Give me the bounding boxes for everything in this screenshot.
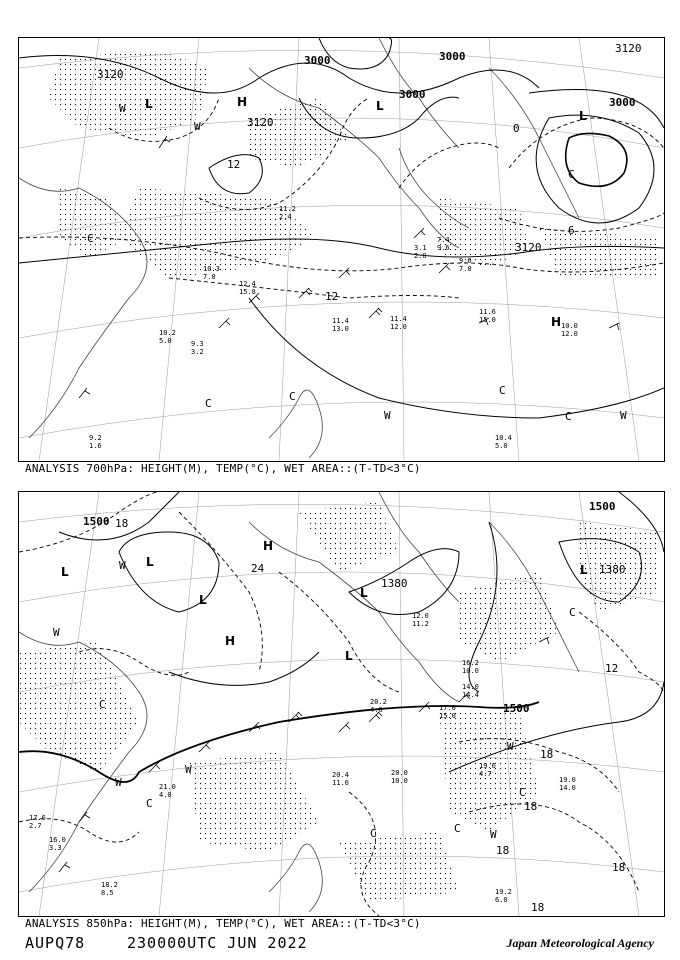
station-obs xyxy=(462,683,479,699)
warm-center-marker: W xyxy=(384,409,391,422)
svg-text:20.4: 20.4 xyxy=(332,771,349,779)
svg-text:11.4: 11.4 xyxy=(390,315,407,323)
low-center-marker: L xyxy=(579,109,587,123)
station-obs xyxy=(101,881,118,897)
low-center-marker: L xyxy=(145,97,153,111)
svg-text:2.0: 2.0 xyxy=(414,252,427,260)
warm-center-marker: W xyxy=(507,740,514,753)
station-obs xyxy=(414,244,427,260)
svg-text:5.0: 5.0 xyxy=(159,337,172,345)
svg-text:3.2: 3.2 xyxy=(191,348,204,356)
svg-text:10.2: 10.2 xyxy=(159,329,176,337)
station-obs xyxy=(391,769,408,785)
temp-label: 18 xyxy=(531,901,545,914)
svg-text:10.0: 10.0 xyxy=(391,777,408,785)
station-obs xyxy=(459,257,472,273)
warm-center-marker: W xyxy=(53,626,60,639)
station-obs xyxy=(462,659,479,675)
svg-text:21.0: 21.0 xyxy=(159,783,176,791)
height-label: 3000 xyxy=(609,96,636,109)
warm-center-marker: W xyxy=(490,828,497,841)
temp-label: 18 xyxy=(540,748,554,761)
product-id: AUPQ78 xyxy=(25,934,86,952)
height-label: 3120 xyxy=(247,116,274,129)
station-obs xyxy=(370,698,387,714)
low-center-marker: L xyxy=(580,563,588,577)
valid-time: 230000UTC JUN 2022 xyxy=(127,934,308,952)
svg-text:15.8: 15.8 xyxy=(239,288,256,296)
height-label: 1500 xyxy=(503,702,530,715)
cold-center-marker: C xyxy=(565,410,572,423)
warm-center-marker: W xyxy=(119,102,126,115)
svg-text:9.6: 9.6 xyxy=(459,257,472,265)
svg-text:16.0: 16.0 xyxy=(49,836,66,844)
station-obs xyxy=(203,265,220,281)
station-obs xyxy=(390,315,407,331)
low-center-marker: L xyxy=(345,649,353,663)
svg-text:7.0: 7.0 xyxy=(203,273,216,281)
height-label: 3120 xyxy=(97,68,124,81)
map-700hpa-canvas xyxy=(19,38,664,461)
low-center-marker: L xyxy=(199,593,207,607)
wet-areas xyxy=(49,50,659,278)
svg-text:11.2: 11.2 xyxy=(279,205,296,213)
warm-center-marker: W xyxy=(119,559,126,572)
cold-center-marker: C xyxy=(568,168,575,181)
svg-text:17.6: 17.6 xyxy=(29,814,46,822)
svg-text:11.0: 11.0 xyxy=(332,779,349,787)
svg-text:12.0: 12.0 xyxy=(412,612,429,620)
svg-text:4.6: 4.6 xyxy=(370,706,383,714)
svg-text:15.0: 15.0 xyxy=(439,712,456,720)
warm-center-marker: W xyxy=(185,763,192,776)
station-obs xyxy=(561,322,578,338)
svg-text:1.6: 1.6 xyxy=(89,442,102,450)
height-label: 3120 xyxy=(615,42,642,55)
temp-label: 18 xyxy=(612,861,626,874)
svg-text:9.3: 9.3 xyxy=(191,340,204,348)
map-panel-700hpa xyxy=(18,37,665,462)
svg-text:7.4: 7.4 xyxy=(437,236,450,244)
temp-label: 18 xyxy=(115,517,129,530)
svg-text:14.4: 14.4 xyxy=(462,691,479,699)
svg-text:2.4: 2.4 xyxy=(279,213,292,221)
station-obs xyxy=(479,308,496,324)
svg-text:19.2: 19.2 xyxy=(495,888,512,896)
svg-text:12.4: 12.4 xyxy=(239,280,256,288)
station-obs xyxy=(559,776,576,792)
cold-center-marker: C xyxy=(454,822,461,835)
svg-text:19.0: 19.0 xyxy=(559,776,576,784)
temp-label: 0 xyxy=(513,122,520,135)
panel-caption-700hpa: ANALYSIS 700hPa: HEIGHT(M), TEMP(°C), WET AREA::(T-TD<3°C) xyxy=(25,462,421,475)
svg-text:12.0: 12.0 xyxy=(561,330,578,338)
high-center-marker: H xyxy=(225,634,236,648)
svg-text:17.0: 17.0 xyxy=(439,704,456,712)
station-obs xyxy=(495,434,512,450)
cold-center-marker: C xyxy=(370,827,377,840)
svg-text:12.0: 12.0 xyxy=(390,323,407,331)
high-center-marker: H xyxy=(237,95,248,109)
temp-label: 12 xyxy=(325,290,339,303)
svg-text:9.2: 9.2 xyxy=(89,434,102,442)
height-label: 1380 xyxy=(599,563,626,576)
svg-text:10.3: 10.3 xyxy=(203,265,220,273)
station-obs xyxy=(29,814,46,830)
map-850hpa-canvas xyxy=(19,492,664,916)
svg-text:20.2: 20.2 xyxy=(370,698,387,706)
station-obs xyxy=(159,329,176,345)
svg-text:19.6: 19.6 xyxy=(479,762,496,770)
svg-text:11.6: 11.6 xyxy=(479,308,496,316)
station-obs xyxy=(332,771,349,787)
svg-text:4.7: 4.7 xyxy=(479,770,492,778)
station-obs xyxy=(412,612,429,628)
svg-text:13.0: 13.0 xyxy=(332,325,349,333)
svg-text:3.3: 3.3 xyxy=(49,844,62,852)
temp-label: 12 xyxy=(227,158,241,171)
temp-label: 24 xyxy=(251,562,265,575)
station-obs xyxy=(332,317,349,333)
svg-text:10.0: 10.0 xyxy=(462,667,479,675)
height-label: 1500 xyxy=(589,500,616,513)
svg-text:10.0: 10.0 xyxy=(561,322,578,330)
panel-caption-850hpa: ANALYSIS 850hPa: HEIGHT(M), TEMP(°C), WET AREA::(T-TD<3°C) xyxy=(25,917,421,930)
height-label: 1380 xyxy=(381,577,408,590)
svg-text:16.2: 16.2 xyxy=(462,659,479,667)
station-obs xyxy=(191,340,204,356)
svg-text:5.0: 5.0 xyxy=(495,442,508,450)
temp-label: 18 xyxy=(524,800,538,813)
station-obs xyxy=(439,704,456,720)
cold-center-marker: C xyxy=(87,232,94,245)
svg-text:7.0: 7.0 xyxy=(459,265,472,273)
cold-center-marker: C xyxy=(499,384,506,397)
warm-center-marker: W xyxy=(115,776,122,789)
temp-label: 12 xyxy=(605,662,619,675)
warm-center-marker: W xyxy=(620,409,627,422)
station-obs xyxy=(159,783,176,799)
temp-label: 18 xyxy=(496,844,510,857)
low-center-marker: L xyxy=(360,586,368,600)
svg-text:14.0: 14.0 xyxy=(559,784,576,792)
svg-text:6.0: 6.0 xyxy=(495,896,508,904)
temp-label: 6 xyxy=(568,224,575,237)
svg-text:9.6: 9.6 xyxy=(437,244,450,252)
svg-text:3.1: 3.1 xyxy=(414,244,427,252)
svg-text:4.0: 4.0 xyxy=(159,791,172,799)
svg-text:15.0: 15.0 xyxy=(479,316,496,324)
high-center-marker: H xyxy=(551,315,562,329)
warm-center-marker: W xyxy=(194,120,201,133)
map-panel-850hpa xyxy=(18,491,665,917)
high-center-marker: H xyxy=(263,539,274,553)
station-obs xyxy=(495,888,512,904)
cold-center-marker: C xyxy=(569,606,576,619)
cold-center-marker: C xyxy=(205,397,212,410)
height-label: 3000 xyxy=(439,50,466,63)
cold-center-marker: C xyxy=(99,698,106,711)
svg-text:20.0: 20.0 xyxy=(391,769,408,777)
svg-text:8.5: 8.5 xyxy=(101,889,114,897)
cold-center-marker: C xyxy=(519,786,526,799)
svg-text:11.2: 11.2 xyxy=(412,620,429,628)
height-label: 3120 xyxy=(515,241,542,254)
agency-credit: Japan Meteorological Agency xyxy=(506,936,654,950)
svg-text:2.7: 2.7 xyxy=(29,822,42,830)
svg-text:10.4: 10.4 xyxy=(495,434,512,442)
svg-text:18.2: 18.2 xyxy=(101,881,118,889)
low-center-marker: L xyxy=(61,565,69,579)
height-label: 3000 xyxy=(399,88,426,101)
height-label: 3000 xyxy=(304,54,331,67)
low-center-marker: L xyxy=(376,99,384,113)
station-obs xyxy=(89,434,102,450)
svg-text:14.0: 14.0 xyxy=(462,683,479,691)
station-obs xyxy=(437,236,450,252)
low-center-marker: L xyxy=(146,555,154,569)
station-obs xyxy=(239,280,256,296)
svg-text:11.4: 11.4 xyxy=(332,317,349,325)
cold-center-marker: C xyxy=(146,797,153,810)
cold-center-marker: C xyxy=(289,390,296,403)
height-label: 1500 xyxy=(83,515,110,528)
